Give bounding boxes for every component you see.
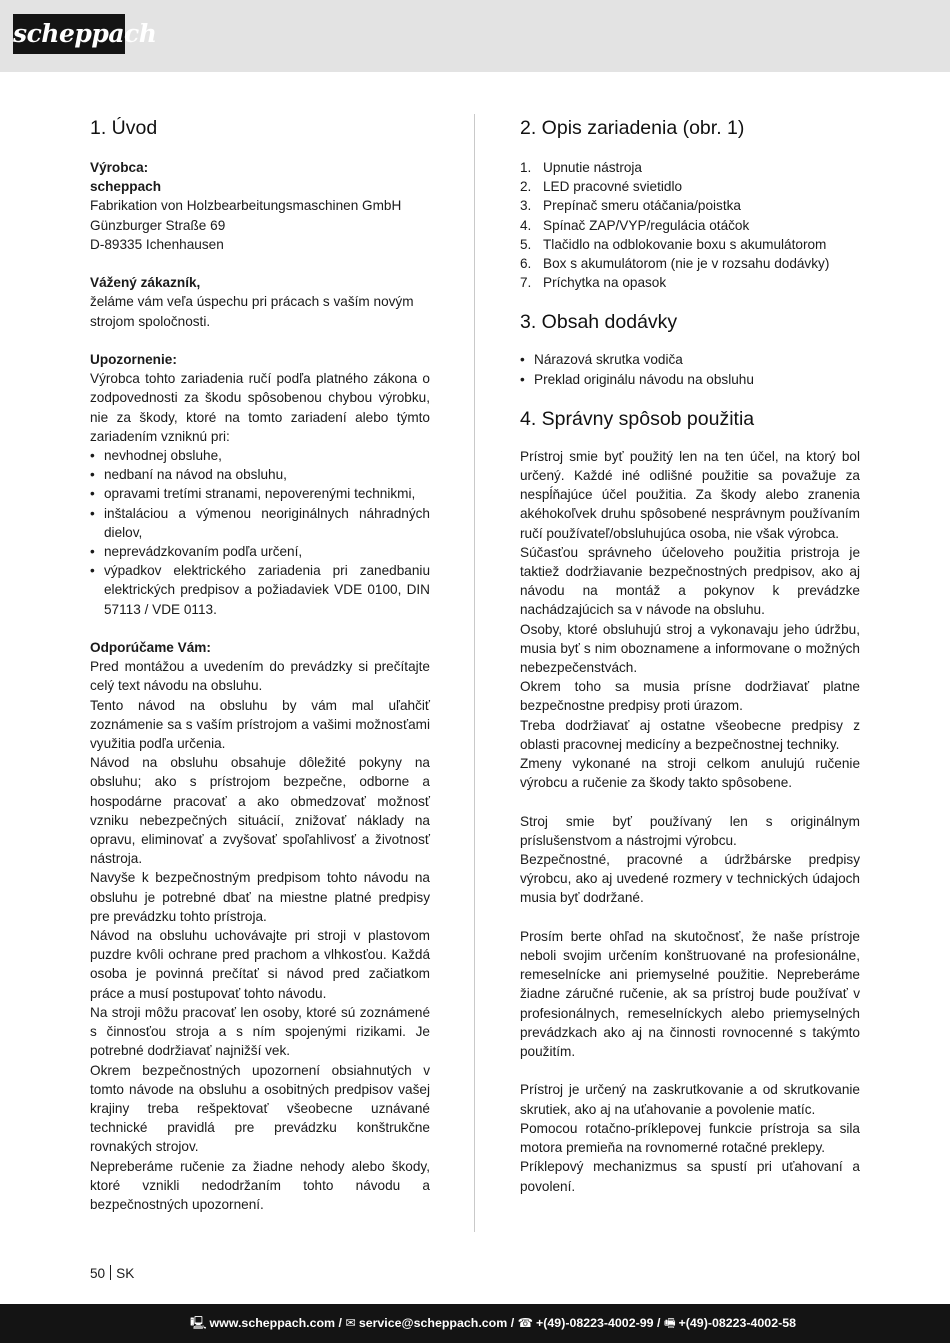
scheppach-logo: scheppach	[13, 14, 125, 54]
footer-email[interactable]: service@scheppach.com /	[358, 1316, 515, 1330]
language-code: SK	[116, 1266, 135, 1281]
recommend-paragraph: Navyše k bezpečnostným predpisom tohto návodu na obsluhu je potrebné dbať na miestne platné predpisy pre prevádzku tohto prístroja.	[90, 870, 430, 924]
list-item: • inštaláciou a výmenou neoriginálnych náhradných dielov,	[90, 504, 430, 542]
manufacturer-label: Výrobca:	[90, 160, 149, 175]
delivery-heading: 3. Obsah dodávky	[520, 311, 678, 334]
phone-icon: ☎	[517, 1316, 534, 1330]
usage-paragraph: Stroj smie byť používaný len s originálnym príslušenstvom a nástrojmi výrobcu.	[520, 813, 860, 848]
recommend-paragraph: Nepreberáme ručenie za žiadne nehody alebo škody, ktoré vznikli nedodržaním tohto návodu a bezpečnostných upozornení.	[90, 1158, 430, 1212]
delivery-list	[520, 350, 860, 388]
list-item: 5. Tlačidlo na odblokovanie boxu s akumulátorom	[520, 236, 827, 252]
recommend-paragraph: Na stroji môžu pracovať len osoby, ktoré sú zoznámené s činnosťou stroja a s ním spojenými rizikami. Je potrebné dodržiavať najnižší vek.	[90, 1004, 430, 1059]
usage-paragraph: Okrem toho sa musia prísne dodržiavať platne bezpečnostne predpisy proti úrazom.	[520, 679, 860, 714]
page-number-value: 50	[90, 1266, 106, 1281]
footer-contact	[190, 1304, 796, 1343]
usage-paragraph: Osoby, ktoré obsluhujú stroj a vykonavaju jeho údržbu, musia byť s nim oboznamene a informovane o možných nebezpečenstvách.	[520, 621, 860, 676]
description-heading: 2. Opis zariadenia (obr. 1)	[520, 117, 745, 139]
usage-paragraph: Pomocou rotačno-príklepovej funkcie prístroja sa sila motora premieňa na rovnomerné rotačné preklepy.	[520, 1120, 860, 1156]
list-item: 7. Príchytka na opasok	[520, 275, 667, 291]
list-item: 1. Upnutie nástroja	[520, 160, 642, 175]
list-item: • opravami tretími stranami, nepoverenými technikmi,	[90, 484, 430, 503]
description-list	[520, 158, 860, 292]
address-line: Günzburger Straße 69	[90, 217, 226, 233]
address-line: D-89335 Ichenhausen	[90, 236, 224, 252]
address-line: Fabrikation von Holzbearbeitungsmaschinen GmbH	[90, 198, 402, 214]
usage-paragraph: Prístroj smie byť použitý len na ten účel, na ktorý bol určený. Každé iné odlišné použitie sa považuje za nespĺňajúce účel použitia. Za škody alebo zranenia akéhokoľvek druhu spôsobené nesprávnym používaním ručí používateľ/obsluhujúca osoba, nie však výrobca.	[520, 448, 860, 541]
page-number-separator	[110, 1265, 111, 1280]
list-item: 6. Box s akumulátorom (nie je v rozsahu dodávky)	[520, 256, 830, 272]
list-item: • Preklad originálu návodu na obsluhu	[520, 370, 860, 389]
usage-paragraph: Príklepový mechanizmus sa spustí pri uťahovaní a povolení.	[520, 1159, 860, 1194]
greeting-label: Vážený zákazník,	[90, 275, 201, 291]
usage-paragraph: Prístroj je určený na zaskrutkovanie a od skrutkovanie skrutiek, ako aj na uťahovanie a povolenie matíc.	[520, 1082, 860, 1117]
left-column	[90, 114, 430, 1214]
usage-paragraph: Prosím berte ohľad na skutočnosť, že naše prístroje neboli svojim určením konštruované na profesionálne, remeselnícke ani priemyselné použitie. Nepreberáme žiadne záručné ručenie, ak sa prístroj bude používať v profesionálnych, remeselníckych alebo priemyselných prevádzkach ako aj na činnosti rovnocenné s takýmto použitím.	[520, 928, 860, 1060]
footer-bar	[0, 1304, 950, 1343]
list-item: • neprevádzkovaním podľa určení,	[90, 542, 430, 561]
column-divider	[474, 114, 475, 1232]
list-item: • nedbaní na návod na obsluhu,	[90, 465, 430, 484]
list-item: • výpadkov elektrického zariadenia pri zanedbaniu elektrických predpisov a požiadaviek VDE 0100, DIN 57113 / VDE 0113.	[90, 561, 430, 619]
usage-heading: 4. Správny spôsob použitia	[520, 407, 755, 430]
recommend-paragraph: Návod na obsluhu uchovávajte pri stroji v plastovom puzdre kvôli ochrane pred prachom a vlhkosťou. Každá osoba je povinná prečítať si návod pred začiatkom práce a musí postupovať tohto návodu.	[90, 928, 430, 1001]
greeting-text: želáme vám veľa úspechu pri prácach s vaším novým strojom spoločnosti.	[90, 294, 414, 329]
notice-text: Výrobca tohto zariadenia ručí podľa platného zákona o zodpovednosti za škodu spôsobenou chybou výrobku, nie za škody, ktoré na tomto zariadení alebo týmto zariadením vzniknú pri:	[90, 371, 430, 444]
footer-phone: +(49)-08223-4002-99 /	[536, 1316, 661, 1330]
recommend-paragraph: Pred montážou a uvedením do prevádzky si prečítajte celý text návodu na obsluhu.	[90, 659, 430, 694]
usage-paragraph: Zmeny vykonané na stroji celkom anulujú ručenie výrobcu a ručenie za škody takto spôsobene.	[520, 756, 860, 791]
email-icon: ✉	[345, 1316, 356, 1330]
intro-heading: 1. Úvod	[90, 117, 158, 139]
fax-icon: 🖷	[663, 1316, 676, 1330]
notice-label: Upozornenie:	[90, 352, 177, 367]
footer-website[interactable]: www.scheppach.com /	[209, 1316, 342, 1330]
usage-paragraph: Bezpečnostné, pracovné a údržbárske predpisy výrobcu, ako aj uvedené rozmery v technických údajoch musia byť dodržané.	[520, 852, 860, 906]
page-number	[90, 1264, 134, 1283]
recommend-label: Odporúčame Vám:	[90, 640, 211, 656]
list-item: 3. Prepínač smeru otáčania/poistka	[520, 198, 741, 214]
recommend-paragraph: Okrem bezpečnostných upozornení obsiahnutých v tomto návode na obsluhu a osobitných predpisov vašej krajiny treba rešpektovať všeobecne uznávané technické pravidlá pre prevádzku konštrukčne rovnakých strojov.	[90, 1062, 430, 1155]
footer-fax: +(49)-08223-4002-58	[678, 1316, 796, 1330]
header-bar	[0, 0, 950, 72]
right-column	[520, 114, 860, 1196]
list-item: 4. Spínač ZAP/VYP/regulácia otáčok	[520, 217, 750, 233]
recommend-paragraph: Tento návod na obsluhu by vám mal uľahčiť zoznámenie sa s vaším prístrojom a vašimi možnosťami využitia podľa určenia.	[90, 697, 430, 752]
recommend-paragraph: Návod na obsluhu obsahuje dôležité pokyny na obsluhu; ako s prístrojom bezpečne, odborne a hospodárne pracovať a ako obmedzovať možnosť vzniku nebezpečných situácií, znižovať náklady na opravu, eliminovať a zvyšovať spoľahlivosť a životnosť nástroja.	[90, 755, 430, 867]
usage-paragraph: Súčasťou správneho účeloveho použitia pristroja je taktiež dodržiavanie bezpečnostných predpisov, ako aj návodu na montáž a pokynov k prevádzke nachádzajúcich sa v návode na obsluhu.	[520, 544, 860, 618]
list-item: 2. LED pracovné svietidlo	[520, 179, 683, 195]
computer-icon: 🖳	[190, 1316, 207, 1330]
notice-list	[90, 446, 430, 619]
list-item: • Nárazová skrutka vodiča	[520, 350, 860, 369]
list-item: • nevhodnej obsluhe,	[90, 446, 430, 465]
manufacturer-name: scheppach	[90, 179, 162, 195]
usage-paragraph: Treba dodržiavať aj ostatne všeobecne predpisy z oblasti pracovnej medicíny a bezpečnostnej techniky.	[520, 717, 860, 752]
